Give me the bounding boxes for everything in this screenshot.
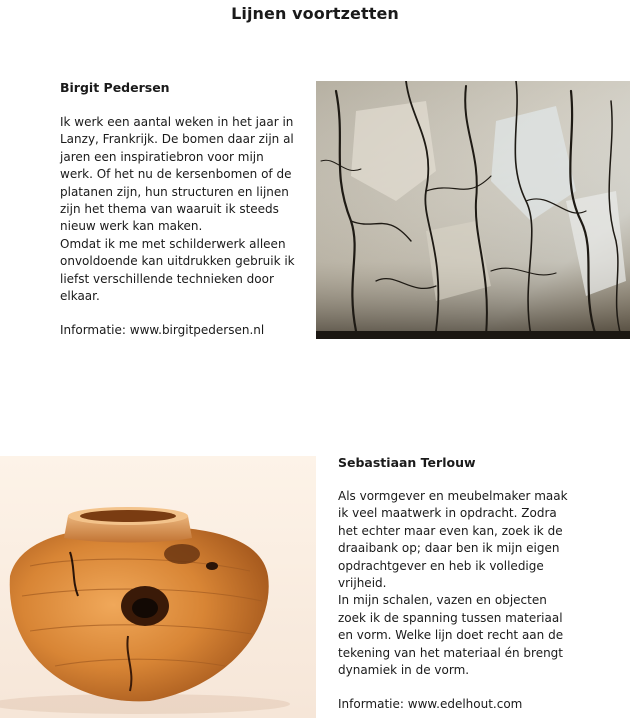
artwork-photo-bowl <box>0 456 316 718</box>
info-label: Informatie: <box>60 323 126 338</box>
info-line-sebastiaan <box>338 696 628 713</box>
artist-bio-birgit <box>60 114 310 340</box>
bio-line: dynamiek in de vorm. <box>338 663 470 678</box>
bio-line: vrijheid. <box>338 576 387 591</box>
bio-line: het echter maar even kan, zoek ik de <box>338 523 563 538</box>
bio-line: onvoldoende kan uitdrukken gebruik ik <box>60 254 295 269</box>
artist-bio-sebastiaan <box>338 488 628 714</box>
bio-line: zoek ik de spanning tussen materiaal <box>338 610 563 625</box>
bio-line: In mijn schalen, vazen en objecten <box>338 593 547 608</box>
bio-line: Lanzy, Frankrijk. De bomen daar zijn al <box>60 132 294 147</box>
website-link-sebastiaan[interactable]: www.edelhout.com <box>407 697 523 712</box>
bio-line: ik veel maatwerk in opdracht. Zodra <box>338 506 557 521</box>
artwork-photo-painting <box>316 81 630 339</box>
info-line-birgit <box>60 322 310 339</box>
bio-line: Als vormgever en meubelmaker maak <box>338 489 568 503</box>
bio-line: zijn het thema van waaruit ik steeds <box>60 202 279 217</box>
page-title: Lijnen voortzetten <box>231 4 399 23</box>
bio-line: draaibank op; daar ben ik mijn eigen <box>338 541 560 556</box>
bio-line: werk. Of het nu de kersenbomen of de <box>60 167 292 182</box>
bio-line: liefst verschillende technieken door <box>60 271 274 286</box>
bio-line: elkaar. <box>60 289 100 304</box>
info-label: Informatie: <box>338 697 404 712</box>
wooden-bowl-image <box>0 456 316 718</box>
website-link-birgit[interactable]: www.birgitpedersen.nl <box>129 323 265 338</box>
bio-line: opdrachtgever en heb ik volledige <box>338 558 544 573</box>
painting-image <box>316 81 630 339</box>
bio-line: nieuw werk kan maken. <box>60 219 203 234</box>
bio-line: Omdat ik me met schilderwerk alleen <box>60 236 286 251</box>
artist-name-birgit: Birgit Pedersen <box>60 80 170 95</box>
bio-line: en vorm. Welke lijn doet recht aan de <box>338 628 564 643</box>
bio-line: jaren een inspiratiebron voor mijn <box>60 149 264 164</box>
bio-line: platanen zijn, hun structuren en lijnen <box>60 184 289 199</box>
bio-line: Ik werk een aantal weken in het jaar in <box>60 115 294 129</box>
artist-name-sebastiaan: Sebastiaan Terlouw <box>338 455 476 470</box>
bio-line: tekening van het materiaal én brengt <box>338 645 564 660</box>
